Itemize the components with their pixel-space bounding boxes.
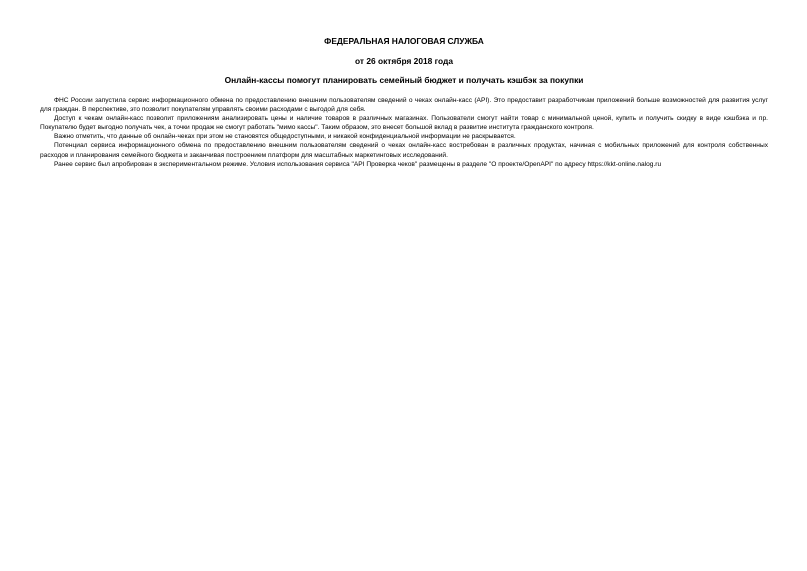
document-date: от 26 октября 2018 года bbox=[355, 56, 453, 66]
document-body bbox=[40, 96, 768, 169]
paragraph-1: ФНС России запустила сервис информационного обмена по предоставлению внешним пользователям сведений о чеках онлайн-касс (API). Это предоставит разработчикам приложений больше возможностей для развития услуг для граждан. В перспективе, это позволит покупателям управлять своими расходами с выгодой для себя. bbox=[40, 97, 768, 114]
paragraph-3: Важно отметить, что данные об онлайн-чеках при этом не становятся общедоступными, и никакой конфиденциальной информации не раскрывается. bbox=[54, 133, 516, 141]
document-title: Онлайн-кассы помогут планировать семейный бюджет и получать кэшбэк за покупки bbox=[224, 75, 584, 85]
paragraph-5: Ранее сервис был апробирован в экспериментальном режиме. Условия использования сервиса "API Проверка чеков" размещены в разделе "О проекте/OpenAPI" по адресу https://kkt-online.nalog.ru bbox=[54, 160, 662, 168]
paragraph-4: Потенциал сервиса информационного обмена по предоставлению внешним пользователям сведений о чеках онлайн-касс востребован в различных продуктах, начиная с мобильных приложений для контроля собственных расходов и планирования семейного бюджета и заканчивая построением платформ для масштабных маркетинговых исследований. bbox=[40, 142, 768, 159]
paragraph-2: Доступ к чекам онлайн-касс позволит приложениям анализировать цены и наличие товаров в различных магазинах. Пользователи смогут найти товар с минимальной ценой, купить и получить скидку в виде кэшбэка и пр. Покупателю будет выгодно получать чек, а точки продаж не смогут работать "мимо кассы". Таким образом, это внесет большой вклад в развитие института гражданского контроля. bbox=[40, 115, 768, 132]
agency-heading: ФЕДЕРАЛЬНАЯ НАЛОГОВАЯ СЛУЖБА bbox=[324, 36, 484, 46]
